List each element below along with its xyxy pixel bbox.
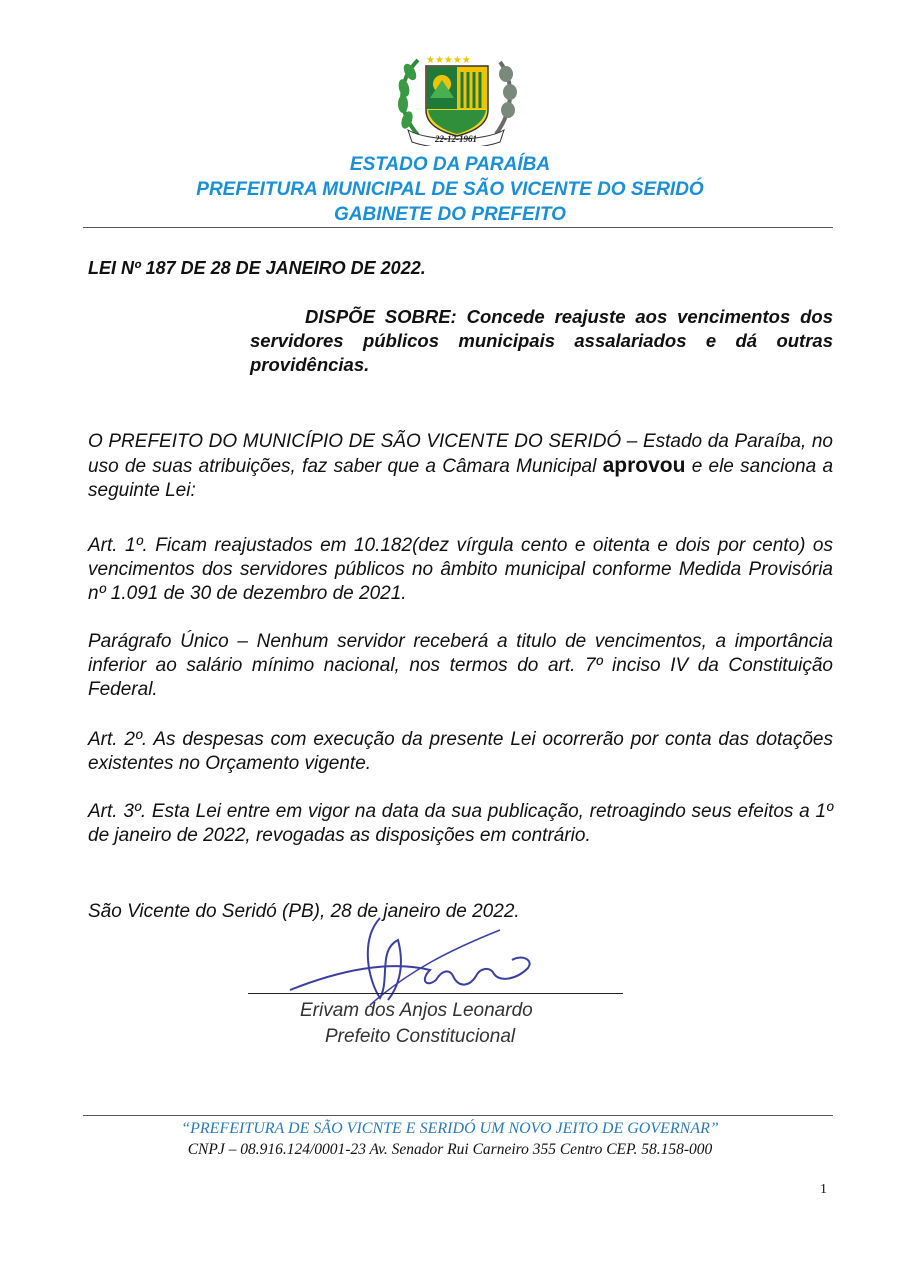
header-divider	[83, 227, 833, 228]
footer-address: CNPJ – 08.916.124/0001-23 Av. Senador Rui Carneiro 355 Centro CEP. 58.158-000	[187, 1141, 713, 1158]
preamble-text-end: e ele sanciona a seguinte Lei:	[88, 456, 834, 501]
crest-date: 22-12-1961	[435, 134, 477, 144]
preamble-text-start: O PREFEITO DO MUNICÍPIO DE SÃO VICENTE DO SERIDÓ – Estado da Paraíba, no uso de suas atribuições, faz saber que a Câmara Municipal	[88, 431, 833, 477]
place-and-date: São Vicente do Seridó (PB), 28 de janeiro de 2022.	[88, 901, 520, 922]
header-office: GABINETE DO PREFEITO	[334, 204, 566, 225]
law-ementa: DISPÕE SOBRE: Concede reajuste aos vencimentos dos servidores públicos municipais assalariados e dá outras providências.	[250, 306, 833, 375]
article-2: Art. 2º. As despesas com execução da presente Lei ocorrerão por conta das dotações existentes no Orçamento vigente.	[88, 729, 833, 774]
footer-divider	[83, 1115, 833, 1116]
page-number: 1	[820, 1182, 827, 1197]
signature-line	[248, 993, 623, 994]
law-title: LEI Nº 187 DE 28 DE JANEIRO DE 2022.	[88, 258, 426, 278]
header-state: ESTADO DA PARAÍBA	[349, 154, 551, 175]
article-1: Art. 1º. Ficam reajustados em 10.182(dez vírgula cento e oitenta e dois por cento) os vencimentos dos servidores públicos no âmbito municipal conforme Medida Provisória nº 1.091 de 30 de dezembro de 2021.	[88, 535, 833, 604]
law-preamble	[88, 430, 833, 503]
footer-motto: “PREFEITURA DE SÃO VICNTE E SERIDÓ UM NOVO JEITO DE GOVERNAR”	[181, 1120, 719, 1137]
header-prefecture: PREFEITURA MUNICIPAL DE SÃO VICENTE DO SERIDÓ	[196, 179, 704, 200]
svg-text:★★★★★: ★★★★★	[426, 55, 471, 66]
sole-paragraph: Parágrafo Único – Nenhum servidor receberá a titulo de vencimentos, a importância inferior ao salário mínimo nacional, nos termos do art. 7º inciso IV da Constituição Federal.	[88, 631, 833, 700]
signer-role: Prefeito Constitucional	[325, 1026, 516, 1047]
article-3: Art. 3º. Esta Lei entre em vigor na data da sua publicação, retroagindo seus efeitos a 1º de janeiro de 2022, revogadas as disposições em contrário.	[88, 801, 833, 846]
municipal-crest-logo	[388, 50, 524, 146]
signer-name: Erivam dos Anjos Leonardo	[300, 1000, 533, 1021]
preamble-bold-word: aprovou	[602, 454, 686, 477]
